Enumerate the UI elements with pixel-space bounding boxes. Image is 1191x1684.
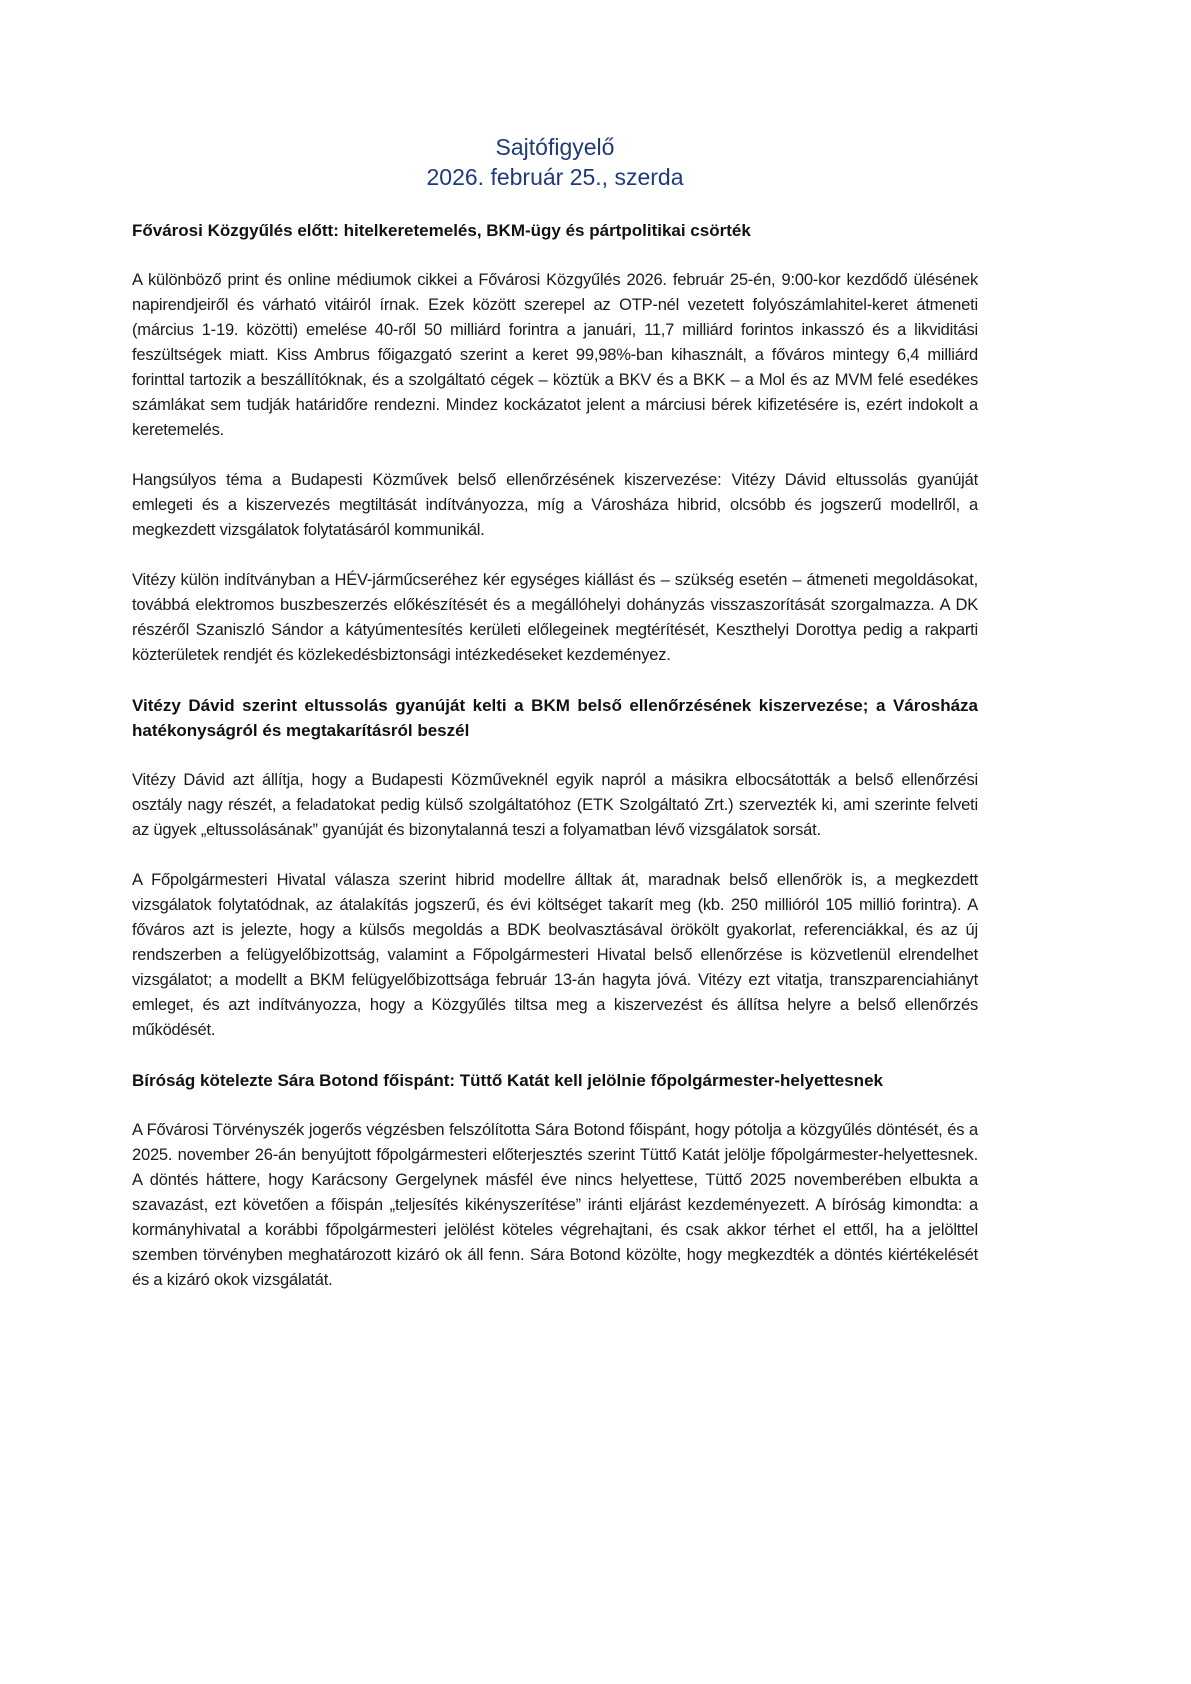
- paragraph: Hangsúlyos téma a Budapesti Közművek belső ellenőrzésének kiszervezése: Vitézy Dávid eltussolás gyanúját emlegeti és a kiszervezés megtiltását indítványozza, míg a Városháza hibrid, olcsóbb és jogszerű modellről, a megkezdett vizsgálatok folytatásáról kommunikál.: [132, 471, 978, 539]
- paragraph: Vitézy külön indítványban a HÉV-járműcseréhez kér egységes kiállást és – szükség esetén – átmeneti megoldásokat, továbbá elektromos buszbeszerzés előkészítését és a megállóhelyi dohányzás visszaszorítását szorgalmazza. A DK részéről Szaniszló Sándor a kátyúmentesítés kerületi előlegeinek megtérítését, Keszthelyi Dorottya pedig a rakparti közterületek rendjét és közlekedésbiztonsági intézkedéseket kezdeményez.: [132, 571, 978, 664]
- paragraph: Vitézy Dávid azt állítja, hogy a Budapesti Közműveknél egyik napról a másikra elbocsátották a belső ellenőrzési osztály nagy részét, a feladatokat pedig külső szolgáltatóhoz (ETK Szolgáltató Zrt.) szervezték ki, ami szerinte felveti az ügyek „eltussolásának” gyanúját és bizonytalanná teszi a folyamatban lévő vizsgálatok sorsát.: [132, 771, 978, 839]
- section-heading: Vitézy Dávid szerint eltussolás gyanúját kelti a BKM belső ellenőrzésének kiszervezése; a Városháza hatékonyságról és megtakarításról beszél: [132, 696, 978, 740]
- document-date: 2026. február 25., szerda: [426, 164, 684, 190]
- document-title: Sajtófigyelő: [495, 134, 615, 160]
- paragraph: A Fővárosi Törvényszék jogerős végzésben felszólította Sára Botond főispánt, hogy pótolja a közgyűlés döntését, és a 2025. november 26-án benyújtott főpolgármesteri előterjesztés szerint Tüttő Katát jelölje főpolgármester-helyettesnek. A döntés háttere, hogy Karácsony Gergelynek másfél éve nincs helyettese, Tüttő 2025 novemberében elbukta a szavazást, ezt követően a főispán „teljesítés kikényszerítése” iránti eljárást kezdeményezett. A bíróság kimondta: a kormányhivatal a korábbi főpolgármesteri jelölést köteles végrehajtani, és csak akkor térhet el ettől, ha a jelölttel szemben törvényben meghatározott kizáró ok áll fenn. Sára Botond közölte, hogy megkezdték a döntés kiértékelését és a kizáró okok vizsgálatát.: [132, 1121, 978, 1289]
- section-heading: Fővárosi Közgyűlés előtt: hitelkeretemelés, BKM-ügy és pártpolitikai csörték: [132, 221, 751, 240]
- document-page: [132, 132, 978, 1293]
- paragraph: A különböző print és online médiumok cikkei a Fővárosi Közgyűlés 2026. február 25-én, 9:00-kor kezdődő ülésének napirendjeiről és várható vitáiról írnak. Ezek között szerepel az OTP-nél vezetett folyószámlahitel-keret átmeneti (március 1-19. közötti) emelése 40-ről 50 milliárd forintra a januári, 11,7 milliárd forintos inkasszó és a likviditási feszültségek miatt. Kiss Ambrus főigazgató szerint a keret 99,98%-ban kihasznált, a főváros mintegy 6,4 milliárd forinttal tartozik a beszállítóknak, és a szolgáltató cégek – köztük a BKV és a BKK – a Mol és az MVM felé esedékes számlákat sem tudják határidőre rendezni. Mindez kockázatot jelent a márciusi bérek kifizetésére is, ezért indokolt a keretemelés.: [132, 271, 978, 439]
- paragraph: A Főpolgármesteri Hivatal válasza szerint hibrid modellre álltak át, maradnak belső ellenőrök is, a megkezdett vizsgálatok folytatódnak, az átalakítás jogszerű, és évi költséget takarít meg (kb. 250 millióról 105 millió forintra). A főváros azt is jelezte, hogy a külsős megoldás a BDK beolvasztásával örökölt gyakorlat, referenciákkal, és az új rendszerben a felügyelőbizottság, valamint a Főpolgármesteri Hivatal belső ellenőrzése is közvetlenül elrendelhet vizsgálatot; a modellt a BKM felügyelőbizottsága február 13-án hagyta jóvá. Vitézy ezt vitatja, transzparenciahiányt emleget, és azt indítványozza, hogy a Közgyűlés tiltsa meg a kiszervezést és állítsa helyre a belső ellenőrzés működését.: [132, 871, 978, 1039]
- section-heading: Bíróság kötelezte Sára Botond főispánt: Tüttő Katát kell jelölnie főpolgármester-helyettesnek: [132, 1071, 883, 1090]
